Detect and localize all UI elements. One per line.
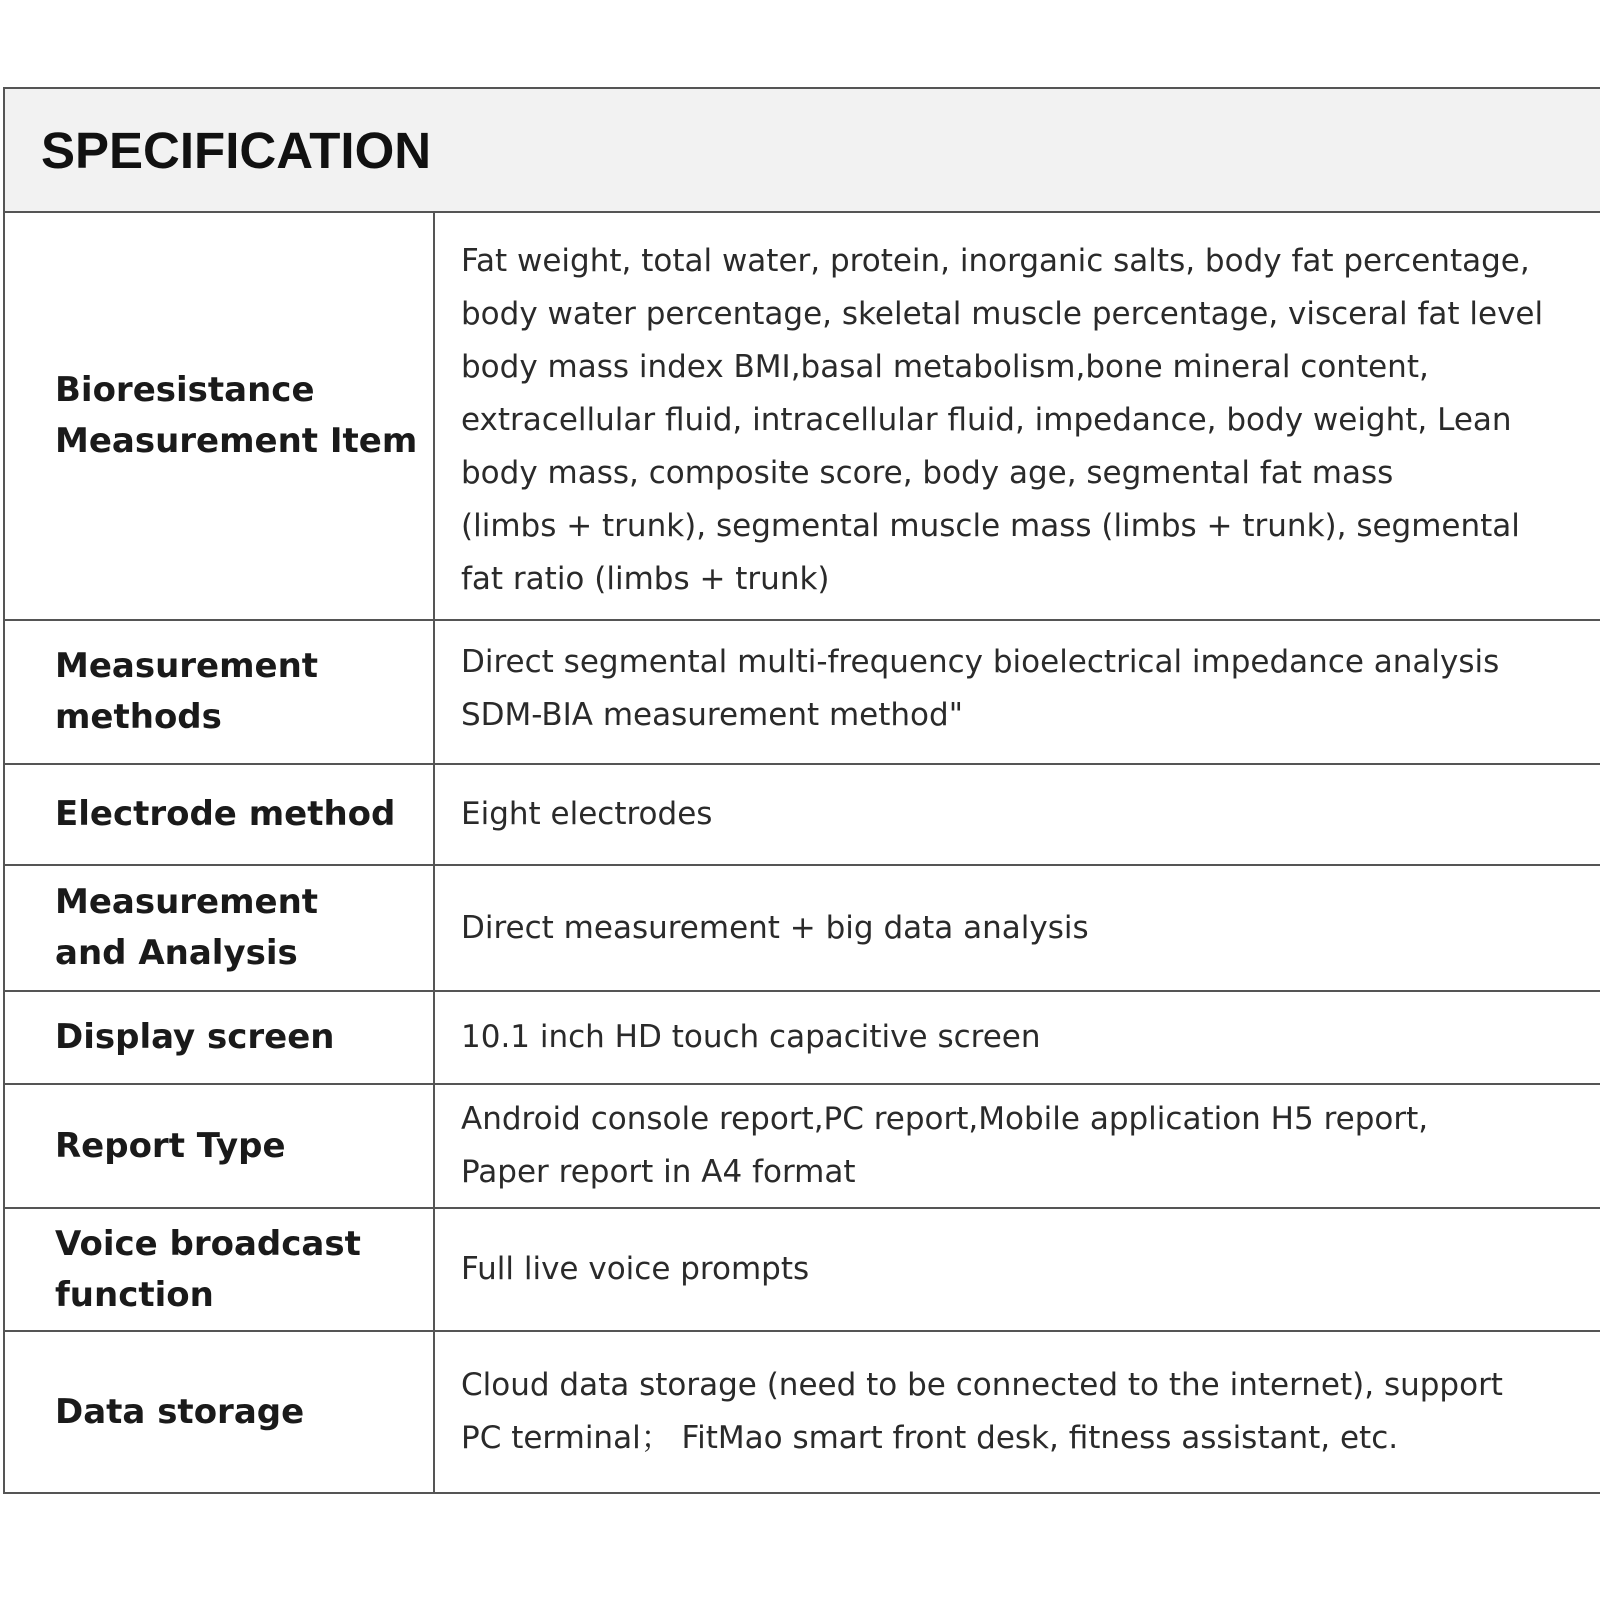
table-row-measurement-methods (5, 621, 1600, 765)
table-row-voice-broadcast (5, 1209, 1600, 1332)
row-value-text: Full live voice prompts (461, 1251, 810, 1287)
row-value-text: Direct measurement + big data analysis (461, 909, 1089, 946)
row-label (5, 621, 435, 763)
row-label (5, 992, 435, 1083)
row-value-text: Android console report,PC report,Mobile application H5 report, Paper report in A4 format (461, 1101, 1429, 1190)
row-label (5, 1332, 435, 1492)
row-label (5, 866, 435, 990)
row-label-text: Display screen (55, 1017, 335, 1057)
row-label-text: Data storage (55, 1391, 305, 1432)
row-label-text: Measurement methods (55, 646, 319, 737)
table-header (5, 89, 1600, 213)
row-label-text: Measurement and Analysis (55, 882, 319, 973)
row-label-text: Report Type (55, 1125, 286, 1166)
row-value (435, 1085, 1600, 1207)
row-label (5, 765, 435, 864)
table-row-report-type (5, 1085, 1600, 1209)
row-value-text: Fat weight, total water, protein, inorganic salts, body fat percentage, body water percentage, skeletal muscle percentage, visceral fat level body mass index BMI,basal metabolism,bone mineral content, extracellular fluid, intracellular fluid, impedance, body weight, Lean body mass, composite score, body age, segmental fat mass (limbs + trunk), segmental muscle mass (limbs + trunk), segmental fat ratio (limbs + trunk) (461, 243, 1544, 597)
row-value (435, 621, 1600, 763)
row-label-text: Bioresistance Measurement Item (55, 370, 418, 461)
row-value (435, 765, 1600, 864)
table-row-electrode-method (5, 765, 1600, 866)
row-value-text: Direct segmental multi-frequency bioelectrical impedance analysis SDM-BIA measurement method" (461, 644, 1500, 733)
table-row-data-storage (5, 1332, 1600, 1492)
row-value-text: 10.1 inch HD touch capacitive screen (461, 1019, 1041, 1055)
row-value (435, 1209, 1600, 1330)
page-title: SPECIFICATION (41, 121, 432, 179)
table-row-measurement-analysis (5, 866, 1600, 992)
table-row-display-screen (5, 992, 1600, 1085)
specification-table (3, 87, 1600, 1494)
row-value (435, 992, 1600, 1083)
row-value (435, 1332, 1600, 1492)
row-label (5, 1085, 435, 1207)
row-label-text: Voice broadcast function (55, 1223, 361, 1315)
row-label (5, 213, 435, 619)
row-label (5, 1209, 435, 1330)
row-value (435, 213, 1600, 619)
row-value-text: Eight electrodes (461, 796, 713, 832)
row-value-text: Cloud data storage (need to be connected to the internet), support PC terminal； FitMao smart front desk, fitness assistant, etc. (461, 1367, 1503, 1456)
row-label-text: Electrode method (55, 794, 396, 834)
row-value (435, 866, 1600, 990)
table-row-bioresistance (5, 213, 1600, 621)
